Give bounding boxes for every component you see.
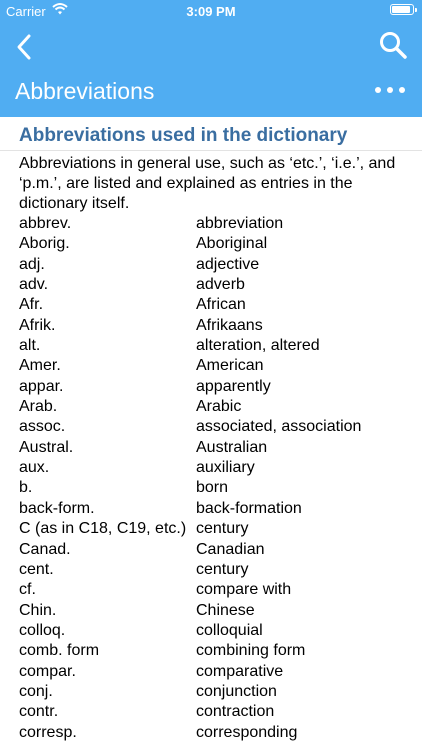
list-item	[19, 723, 422, 743]
list-item	[19, 397, 422, 417]
abbreviation-meaning: born	[196, 479, 229, 497]
abbreviation-term: aux.	[19, 459, 50, 477]
abbreviation-term: abbrev.	[19, 215, 72, 232]
abbreviation-list	[0, 214, 422, 743]
back-button[interactable]	[12, 30, 38, 64]
list-item	[19, 417, 422, 437]
abbreviation-meaning: African	[196, 296, 246, 314]
list-item	[19, 336, 422, 356]
abbreviation-term: Austral.	[19, 438, 74, 456]
abbreviation-meaning: conjunction	[196, 682, 277, 700]
abbreviation-term: Afrik.	[19, 316, 56, 334]
list-item	[19, 316, 422, 336]
abbreviation-meaning: Chinese	[196, 601, 255, 619]
carrier-label: Carrier	[6, 4, 46, 19]
list-item	[19, 255, 422, 275]
list-item	[19, 519, 422, 539]
abbreviation-meaning: compare with	[196, 581, 292, 599]
list-item	[19, 702, 422, 722]
abbreviation-meaning: abbreviation	[196, 215, 284, 232]
abbreviation-meaning: adjective	[196, 255, 260, 273]
abbreviation-term: Aborig.	[19, 235, 70, 253]
list-item	[19, 560, 422, 580]
abbreviation-term: back-form.	[19, 499, 95, 517]
abbreviation-meaning: Afrikaans	[196, 316, 263, 334]
abbreviation-term: Canad.	[19, 540, 71, 558]
abbreviations-content	[0, 117, 422, 743]
abbreviation-meaning: century	[196, 520, 249, 538]
abbreviation-meaning: American	[196, 357, 264, 375]
list-item	[19, 641, 422, 661]
abbreviation-term: conj.	[19, 682, 53, 700]
abbreviation-term: Chin.	[19, 601, 57, 619]
app-header	[0, 0, 422, 117]
list-item	[19, 275, 422, 295]
abbreviation-term: Afr.	[19, 296, 44, 314]
abbreviation-meaning: associated, association	[196, 418, 362, 436]
more-button[interactable]	[374, 80, 406, 100]
list-item	[19, 580, 422, 600]
abbreviation-term: cf.	[19, 581, 36, 599]
abbreviation-meaning: contraction	[196, 703, 275, 721]
list-item	[19, 458, 422, 478]
intro-paragraph: Abbreviations in general use, such as ‘etc.’, ‘i.e.’, and ‘p.m.’, are listed and explained as entries in the dictionary itself.	[19, 155, 396, 212]
list-item	[19, 682, 422, 702]
abbreviation-meaning: back-formation	[196, 499, 302, 517]
list-item	[19, 621, 422, 641]
list-item	[19, 438, 422, 458]
abbreviation-meaning: comparative	[196, 662, 284, 680]
list-item	[19, 295, 422, 315]
list-item	[19, 499, 422, 519]
abbreviation-meaning: Australian	[196, 438, 268, 456]
abbreviation-term: comb. form	[19, 642, 100, 660]
abbreviation-meaning: auxiliary	[196, 459, 255, 477]
abbreviation-term: adv.	[19, 276, 49, 294]
abbreviation-term: adj.	[19, 255, 45, 273]
abbreviation-meaning: alteration, altered	[196, 337, 320, 355]
battery-level	[392, 6, 410, 13]
list-item	[19, 356, 422, 376]
abbreviation-meaning: Arabic	[196, 398, 242, 416]
list-item	[19, 601, 422, 621]
abbreviation-term: Amer.	[19, 357, 61, 375]
list-item	[19, 214, 422, 234]
status-bar	[0, 0, 422, 22]
abbreviation-meaning: Canadian	[196, 540, 265, 558]
abbreviation-meaning: apparently	[196, 377, 271, 395]
abbreviation-term: cent.	[19, 560, 54, 578]
abbreviation-term: C (as in C18, C19, etc.)	[19, 520, 187, 538]
abbreviation-term: b.	[19, 479, 33, 497]
page-title: Abbreviations	[15, 78, 155, 104]
abbreviation-meaning: Aboriginal	[196, 235, 268, 253]
abbreviation-meaning: adverb	[196, 276, 245, 294]
search-button[interactable]	[378, 30, 408, 62]
abbreviation-term: appar.	[19, 377, 64, 395]
list-item	[19, 234, 422, 254]
list-item	[19, 662, 422, 682]
list-item	[19, 540, 422, 560]
abbreviation-meaning: century	[196, 560, 249, 578]
abbreviation-term: Arab.	[19, 398, 58, 416]
abbreviation-term: assoc.	[19, 418, 66, 436]
battery-icon	[390, 4, 414, 15]
abbreviation-term: contr.	[19, 703, 59, 721]
abbreviation-meaning: colloquial	[196, 621, 263, 639]
abbreviation-term: compar.	[19, 662, 76, 680]
section-heading: Abbreviations used in the dictionary	[0, 117, 422, 151]
abbreviation-meaning: combining form	[196, 642, 306, 660]
abbreviation-term: corresp.	[19, 723, 77, 741]
list-item	[19, 377, 422, 397]
status-time: 3:09 PM	[186, 4, 236, 19]
abbreviation-term: colloq.	[19, 621, 66, 639]
abbreviation-term: alt.	[19, 337, 41, 355]
abbreviation-meaning: corresponding	[196, 723, 298, 741]
list-item	[19, 478, 422, 498]
